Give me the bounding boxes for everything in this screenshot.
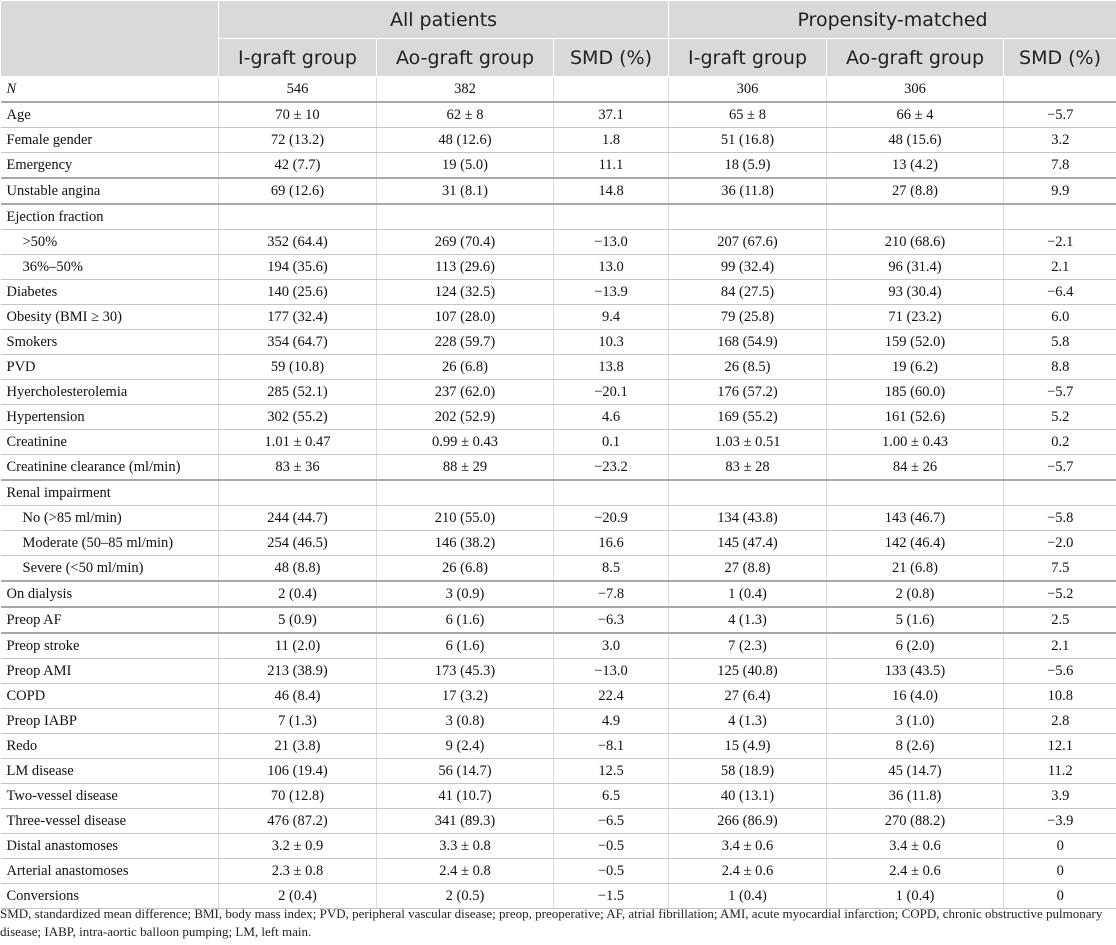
row-label: Two-vessel disease	[1, 784, 219, 809]
table-cell: 83 ± 36	[219, 455, 377, 481]
table-cell: 46 (8.4)	[219, 684, 377, 709]
table-cell: −0.5	[554, 859, 669, 884]
row-label: On dialysis	[1, 581, 219, 607]
table-cell	[377, 204, 554, 230]
table-cell: 1.00 ± 0.43	[827, 430, 1004, 455]
table-cell: 3 (0.9)	[377, 581, 554, 607]
row-label: Severe (<50 ml/min)	[1, 556, 219, 582]
row-label: Preop AMI	[1, 659, 219, 684]
table-cell: 6.0	[1004, 305, 1116, 330]
table-row	[1, 280, 1116, 305]
table-cell: −23.2	[554, 455, 669, 481]
table-cell: 6.5	[554, 784, 669, 809]
table-cell: 4 (1.3)	[669, 607, 827, 633]
table-cell: −6.4	[1004, 280, 1116, 305]
table-cell: 19 (5.0)	[377, 153, 554, 179]
table-cell: 202 (52.9)	[377, 405, 554, 430]
table-cell: 27 (8.8)	[827, 178, 1004, 204]
table-cell: 2.1	[1004, 633, 1116, 659]
row-label: Redo	[1, 734, 219, 759]
row-label: Hyercholesterolemia	[1, 380, 219, 405]
table-cell: −7.8	[554, 581, 669, 607]
table-cell: 177 (32.4)	[219, 305, 377, 330]
table-cell: 113 (29.6)	[377, 255, 554, 280]
table-cell: 13.0	[554, 255, 669, 280]
table-header	[1, 1, 1116, 77]
table-cell: −6.3	[554, 607, 669, 633]
row-label: Renal impairment	[1, 480, 219, 506]
table-cell: −20.9	[554, 506, 669, 531]
table-row	[1, 531, 1116, 556]
table-cell: 254 (46.5)	[219, 531, 377, 556]
row-label: Three-vessel disease	[1, 809, 219, 834]
table-cell	[554, 77, 669, 103]
table-cell: −13.9	[554, 280, 669, 305]
table-cell: 84 (27.5)	[669, 280, 827, 305]
col-matched-smd: SMD (%)	[1004, 39, 1116, 77]
table-cell: 7 (1.3)	[219, 709, 377, 734]
row-label: Creatinine	[1, 430, 219, 455]
table-cell: 12.1	[1004, 734, 1116, 759]
table-cell: 0	[1004, 834, 1116, 859]
table-cell: 306	[827, 77, 1004, 103]
table-cell: 1 (0.4)	[669, 581, 827, 607]
table-cell: 207 (67.6)	[669, 230, 827, 255]
table-cell: 4 (1.3)	[669, 709, 827, 734]
table-cell: 7.5	[1004, 556, 1116, 582]
table-cell	[669, 204, 827, 230]
col-all-aograft: Ao-graft group	[377, 39, 554, 77]
table-cell: 3.2	[1004, 128, 1116, 153]
table-footnote: SMD, standardized mean difference; BMI, body mass index; PVD, peripheral vascular disease; preop, preoperative; AF, atrial fibrillation; AMI, acute myocardial infarction; COPD, chronic obstructive pulmonary disease; IABP, intra-aortic balloon pumping; LM, left main.	[0, 906, 1103, 939]
col-matched-igraft: I-graft group	[669, 39, 827, 77]
table-cell: 173 (45.3)	[377, 659, 554, 684]
table-cell: 1.8	[554, 128, 669, 153]
table-cell: 93 (30.4)	[827, 280, 1004, 305]
row-label: Preop stroke	[1, 633, 219, 659]
row-label: Preop AF	[1, 607, 219, 633]
col-all-smd: SMD (%)	[554, 39, 669, 77]
row-label: Obesity (BMI ≥ 30)	[1, 305, 219, 330]
table-cell: 36 (11.8)	[669, 178, 827, 204]
table-cell: 18 (5.9)	[669, 153, 827, 179]
table-cell: 125 (40.8)	[669, 659, 827, 684]
table-cell: 0.99 ± 0.43	[377, 430, 554, 455]
table-cell: −1.5	[554, 884, 669, 909]
table-cell: 70 ± 10	[219, 102, 377, 128]
table-cell: 1.01 ± 0.47	[219, 430, 377, 455]
row-label: Emergency	[1, 153, 219, 179]
table-cell: 3.4 ± 0.6	[669, 834, 827, 859]
table-cell: 26 (6.8)	[377, 355, 554, 380]
table-cell: 142 (46.4)	[827, 531, 1004, 556]
table-cell: 169 (55.2)	[669, 405, 827, 430]
table-row	[1, 709, 1116, 734]
table-cell: 168 (54.9)	[669, 330, 827, 355]
table-cell: 99 (32.4)	[669, 255, 827, 280]
table-cell: 6 (1.6)	[377, 607, 554, 633]
table-cell: 14.8	[554, 178, 669, 204]
table-row	[1, 834, 1116, 859]
table-cell: 176 (57.2)	[669, 380, 827, 405]
table-cell: −5.7	[1004, 380, 1116, 405]
table-row	[1, 128, 1116, 153]
table-cell: 0.2	[1004, 430, 1116, 455]
table-cell: 2.5	[1004, 607, 1116, 633]
table-row	[1, 153, 1116, 179]
table-cell: 382	[377, 77, 554, 103]
table-cell: 210 (55.0)	[377, 506, 554, 531]
table-cell: 3 (1.0)	[827, 709, 1004, 734]
header-corner	[1, 1, 219, 77]
row-label: Hypertension	[1, 405, 219, 430]
table-row	[1, 430, 1116, 455]
table-cell: 19 (6.2)	[827, 355, 1004, 380]
table-row	[1, 405, 1116, 430]
table-cell: −5.6	[1004, 659, 1116, 684]
table-cell: −5.7	[1004, 455, 1116, 481]
table-row	[1, 809, 1116, 834]
table-cell: 3.4 ± 0.6	[827, 834, 1004, 859]
table-cell: 2 (0.4)	[219, 884, 377, 909]
table-cell: 65 ± 8	[669, 102, 827, 128]
table-cell: 11.2	[1004, 759, 1116, 784]
row-label: Ejection fraction	[1, 204, 219, 230]
table-cell: 107 (28.0)	[377, 305, 554, 330]
table-row	[1, 859, 1116, 884]
table-cell: 185 (60.0)	[827, 380, 1004, 405]
table-row	[1, 684, 1116, 709]
table-cell: 26 (8.5)	[669, 355, 827, 380]
table-cell: 4.6	[554, 405, 669, 430]
table-cell: 9.9	[1004, 178, 1116, 204]
table-cell: 213 (38.9)	[219, 659, 377, 684]
row-label: >50%	[1, 230, 219, 255]
row-label: Diabetes	[1, 280, 219, 305]
table-cell: 10.3	[554, 330, 669, 355]
table-cell: 143 (46.7)	[827, 506, 1004, 531]
table-cell: 8.5	[554, 556, 669, 582]
table-cell	[669, 480, 827, 506]
row-label: Creatinine clearance (ml/min)	[1, 455, 219, 481]
table-cell: 5 (0.9)	[219, 607, 377, 633]
table-row	[1, 255, 1116, 280]
table-cell: 59 (10.8)	[219, 355, 377, 380]
table-cell: 9 (2.4)	[377, 734, 554, 759]
row-label: Distal anastomoses	[1, 834, 219, 859]
row-label: No (>85 ml/min)	[1, 506, 219, 531]
table-cell: 12.5	[554, 759, 669, 784]
table-cell: −13.0	[554, 659, 669, 684]
col-all-igraft: I-graft group	[219, 39, 377, 77]
table-cell: 3.0	[554, 633, 669, 659]
table-cell: 31 (8.1)	[377, 178, 554, 204]
table-row	[1, 77, 1116, 103]
table-row	[1, 330, 1116, 355]
table-cell: −13.0	[554, 230, 669, 255]
table-cell: 70 (12.8)	[219, 784, 377, 809]
table-cell: −5.2	[1004, 581, 1116, 607]
table-cell: 66 ± 4	[827, 102, 1004, 128]
table-cell: 5 (1.6)	[827, 607, 1004, 633]
table-cell: 266 (86.9)	[669, 809, 827, 834]
table-cell	[554, 480, 669, 506]
table-cell: 140 (25.6)	[219, 280, 377, 305]
table-cell: 2.1	[1004, 255, 1116, 280]
table-row	[1, 178, 1116, 204]
table-cell: 2.8	[1004, 709, 1116, 734]
table-cell: 354 (64.7)	[219, 330, 377, 355]
table-row	[1, 204, 1116, 230]
table-cell	[219, 480, 377, 506]
table-cell: 88 ± 29	[377, 455, 554, 481]
header-all-patients: All patients	[219, 1, 669, 39]
table-cell: 17 (3.2)	[377, 684, 554, 709]
table-cell: 27 (6.4)	[669, 684, 827, 709]
table-cell	[827, 204, 1004, 230]
row-label: Smokers	[1, 330, 219, 355]
table-cell: 269 (70.4)	[377, 230, 554, 255]
row-label: COPD	[1, 684, 219, 709]
table-row	[1, 734, 1116, 759]
table-cell: 8.8	[1004, 355, 1116, 380]
table-row	[1, 480, 1116, 506]
table-cell	[827, 480, 1004, 506]
table-cell: 285 (52.1)	[219, 380, 377, 405]
table-row	[1, 659, 1116, 684]
table-cell: 228 (59.7)	[377, 330, 554, 355]
table-cell: 5.8	[1004, 330, 1116, 355]
table-cell: 13.8	[554, 355, 669, 380]
table-cell: 21 (6.8)	[827, 556, 1004, 582]
table-cell: 341 (89.3)	[377, 809, 554, 834]
table-cell: 0.1	[554, 430, 669, 455]
table-cell: 72 (13.2)	[219, 128, 377, 153]
table-cell: −6.5	[554, 809, 669, 834]
table-cell: 16.6	[554, 531, 669, 556]
table-cell: 2.3 ± 0.8	[219, 859, 377, 884]
table-cell	[1004, 204, 1116, 230]
table-row	[1, 102, 1116, 128]
row-label: Arterial anastomoses	[1, 859, 219, 884]
table-cell: 96 (31.4)	[827, 255, 1004, 280]
table-cell: 546	[219, 77, 377, 103]
table-cell: 62 ± 8	[377, 102, 554, 128]
table-cell: 159 (52.0)	[827, 330, 1004, 355]
table-row	[1, 230, 1116, 255]
table-cell: 7 (2.3)	[669, 633, 827, 659]
table-cell: 6 (2.0)	[827, 633, 1004, 659]
row-label: N	[1, 77, 219, 103]
table-cell: 3.3 ± 0.8	[377, 834, 554, 859]
table-cell: 27 (8.8)	[669, 556, 827, 582]
table-cell: 244 (44.7)	[219, 506, 377, 531]
row-label: PVD	[1, 355, 219, 380]
table-cell: 146 (38.2)	[377, 531, 554, 556]
table-body	[1, 77, 1116, 909]
table-cell: 302 (55.2)	[219, 405, 377, 430]
table-cell: 5.2	[1004, 405, 1116, 430]
table-cell: 145 (47.4)	[669, 531, 827, 556]
table-cell	[1004, 480, 1116, 506]
table-cell: 48 (8.8)	[219, 556, 377, 582]
table-cell: 22.4	[554, 684, 669, 709]
table-cell: 1.03 ± 0.51	[669, 430, 827, 455]
table-cell: 161 (52.6)	[827, 405, 1004, 430]
table-cell: −2.1	[1004, 230, 1116, 255]
table-row	[1, 556, 1116, 582]
table-cell: −20.1	[554, 380, 669, 405]
table-cell: 51 (16.8)	[669, 128, 827, 153]
table-row	[1, 607, 1116, 633]
table-cell: 41 (10.7)	[377, 784, 554, 809]
table-cell: 84 ± 26	[827, 455, 1004, 481]
table-cell: 37.1	[554, 102, 669, 128]
table-cell: 1 (0.4)	[669, 884, 827, 909]
row-label: Preop IABP	[1, 709, 219, 734]
table-cell: 1 (0.4)	[827, 884, 1004, 909]
row-label: Age	[1, 102, 219, 128]
table-cell	[554, 204, 669, 230]
table-cell: 352 (64.4)	[219, 230, 377, 255]
table-cell: 9.4	[554, 305, 669, 330]
table-cell: 16 (4.0)	[827, 684, 1004, 709]
table-cell: 48 (12.6)	[377, 128, 554, 153]
table-cell: 79 (25.8)	[669, 305, 827, 330]
table-row	[1, 305, 1116, 330]
table-cell: 2 (0.5)	[377, 884, 554, 909]
table-cell: 7.8	[1004, 153, 1116, 179]
table-cell: 194 (35.6)	[219, 255, 377, 280]
table-cell: 11.1	[554, 153, 669, 179]
table-cell: 2 (0.8)	[827, 581, 1004, 607]
table-cell: 71 (23.2)	[827, 305, 1004, 330]
row-label: LM disease	[1, 759, 219, 784]
table-cell: 2.4 ± 0.8	[377, 859, 554, 884]
table-row	[1, 633, 1116, 659]
table-cell: 270 (88.2)	[827, 809, 1004, 834]
table-cell: 124 (32.5)	[377, 280, 554, 305]
table-cell: 15 (4.9)	[669, 734, 827, 759]
table-cell: 0	[1004, 859, 1116, 884]
table-cell: 36 (11.8)	[827, 784, 1004, 809]
row-label: Female gender	[1, 128, 219, 153]
table-cell: −5.7	[1004, 102, 1116, 128]
table-cell	[219, 204, 377, 230]
table-cell: −8.1	[554, 734, 669, 759]
table-cell: 13 (4.2)	[827, 153, 1004, 179]
table-row	[1, 759, 1116, 784]
table-cell	[377, 480, 554, 506]
table-cell: 0	[1004, 884, 1116, 909]
table-cell: 133 (43.5)	[827, 659, 1004, 684]
table-cell: −0.5	[554, 834, 669, 859]
table-cell: 83 ± 28	[669, 455, 827, 481]
row-label: Unstable angina	[1, 178, 219, 204]
table-cell: 3.9	[1004, 784, 1116, 809]
table-cell: 106 (19.4)	[219, 759, 377, 784]
table-cell: 10.8	[1004, 684, 1116, 709]
table-cell: −5.8	[1004, 506, 1116, 531]
table-cell: 237 (62.0)	[377, 380, 554, 405]
table-cell: 3.2 ± 0.9	[219, 834, 377, 859]
table-cell: 2.4 ± 0.6	[669, 859, 827, 884]
table-cell: 134 (43.8)	[669, 506, 827, 531]
table-cell: 21 (3.8)	[219, 734, 377, 759]
table-cell: 26 (6.8)	[377, 556, 554, 582]
table-cell: 58 (18.9)	[669, 759, 827, 784]
row-label: Conversions	[1, 884, 219, 909]
table-row	[1, 380, 1116, 405]
table-cell: 306	[669, 77, 827, 103]
table-cell: 42 (7.7)	[219, 153, 377, 179]
table-row	[1, 784, 1116, 809]
row-label: Moderate (50–85 ml/min)	[1, 531, 219, 556]
table-cell: 3 (0.8)	[377, 709, 554, 734]
table-cell: 45 (14.7)	[827, 759, 1004, 784]
table-cell: 48 (15.6)	[827, 128, 1004, 153]
table-cell: 2 (0.4)	[219, 581, 377, 607]
table-cell: 476 (87.2)	[219, 809, 377, 834]
table-cell: 69 (12.6)	[219, 178, 377, 204]
table-cell: 8 (2.6)	[827, 734, 1004, 759]
table-cell	[1004, 77, 1116, 103]
table-row	[1, 581, 1116, 607]
table-cell: 2.4 ± 0.6	[827, 859, 1004, 884]
row-label: 36%–50%	[1, 255, 219, 280]
col-matched-aograft: Ao-graft group	[827, 39, 1004, 77]
table-cell: −3.9	[1004, 809, 1116, 834]
table-cell: 11 (2.0)	[219, 633, 377, 659]
table-cell: 4.9	[554, 709, 669, 734]
header-propensity-matched: Propensity-matched	[669, 1, 1116, 39]
table-cell: −2.0	[1004, 531, 1116, 556]
table-cell: 56 (14.7)	[377, 759, 554, 784]
table-row	[1, 455, 1116, 481]
table-cell: 210 (68.6)	[827, 230, 1004, 255]
table-cell: 40 (13.1)	[669, 784, 827, 809]
table-row	[1, 355, 1116, 380]
table-cell: 6 (1.6)	[377, 633, 554, 659]
table-row	[1, 506, 1116, 531]
